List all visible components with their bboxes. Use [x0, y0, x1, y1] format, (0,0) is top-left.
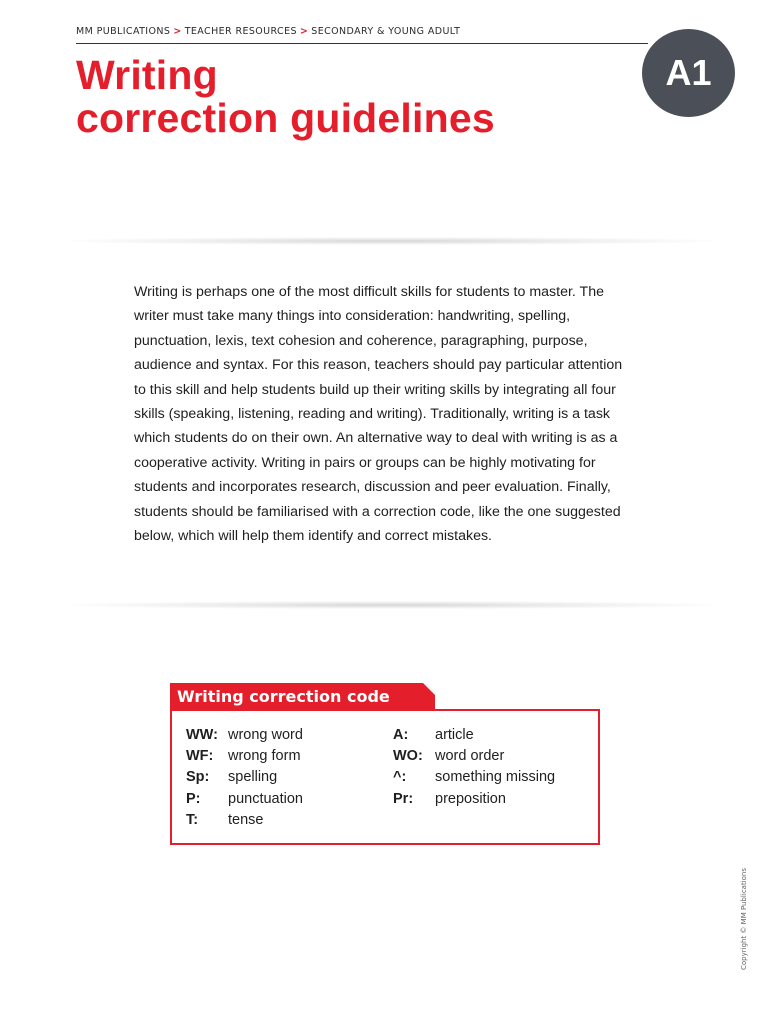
intro-paragraph: Writing is perhaps one of the most difficult skills for students to master. The writer must take many things into consideration: handwriting, spelling, punctuation, lexis, text cohesion and coherence, paragraphing, purpose, audience and syntax. For this reason, teachers should pay particular attention to this skill and help students build up their writing skills by integrating all four skills (speaking, listening, reading and writing). Traditionally, writing is a task which students do on their own. An alternative way to deal with writing is as a cooperative activity. Writing in pairs or groups can be highly motivating for students and incorporates research, discussion and peer evaluation. Finally, students should be familiarised with a correction code, like the one suggested below, which will help them identify and correct mistakes. [134, 284, 623, 545]
section-divider-top [70, 237, 712, 245]
code-abbreviation: Sp: [186, 769, 210, 786]
breadcrumb [76, 26, 460, 37]
copyright-notice: Copyright © MM Publications [740, 867, 748, 970]
code-meaning: tense [228, 811, 264, 828]
code-abbreviation: ^: [393, 769, 407, 786]
code-abbreviation: P: [186, 790, 201, 807]
breadcrumb-item-publisher: MM PUBLICATIONS [76, 26, 171, 37]
code-meaning: punctuation [228, 790, 303, 807]
code-abbreviation: WW: [186, 727, 218, 743]
code-entry [186, 725, 303, 746]
code-abbreviation: WF: [186, 748, 214, 765]
code-meaning: wrong word [228, 727, 303, 743]
code-meaning: preposition [435, 790, 506, 807]
code-entry [186, 746, 303, 767]
code-entry [186, 789, 303, 810]
correction-code-column-right [393, 725, 555, 810]
page-title-line-2: correction guidelines [76, 95, 495, 141]
code-entry [393, 746, 555, 767]
correction-code-column-left [186, 725, 303, 831]
code-entry [186, 810, 303, 831]
code-entry [186, 767, 303, 788]
code-entry [393, 725, 555, 746]
code-abbreviation: T: [186, 811, 199, 828]
code-meaning: article [435, 727, 474, 743]
page-title [76, 54, 495, 140]
code-meaning: something missing [435, 769, 556, 786]
correction-code-title: Writing correction code [177, 687, 390, 706]
header-rule [76, 43, 648, 44]
code-abbreviation: WO: [393, 748, 423, 765]
correction-code-box [170, 709, 600, 845]
code-meaning: spelling [228, 769, 278, 786]
code-meaning: wrong form [228, 748, 301, 765]
breadcrumb-item-secondary-young-adult: SECONDARY & YOUNG ADULT [311, 26, 461, 37]
breadcrumb-separator: > [299, 26, 309, 37]
level-badge: A1 [642, 29, 735, 117]
code-meaning: word order [435, 748, 505, 765]
code-abbreviation: Pr: [393, 790, 414, 807]
code-entry [393, 789, 555, 810]
breadcrumb-item-teacher-resources: TEACHER RESOURCES [184, 26, 297, 37]
section-divider-bottom [70, 601, 712, 609]
code-abbreviation: A: [393, 727, 409, 743]
code-entry [393, 767, 555, 788]
breadcrumb-separator: > [173, 26, 182, 37]
page-title-line-1: Writing [76, 52, 218, 98]
